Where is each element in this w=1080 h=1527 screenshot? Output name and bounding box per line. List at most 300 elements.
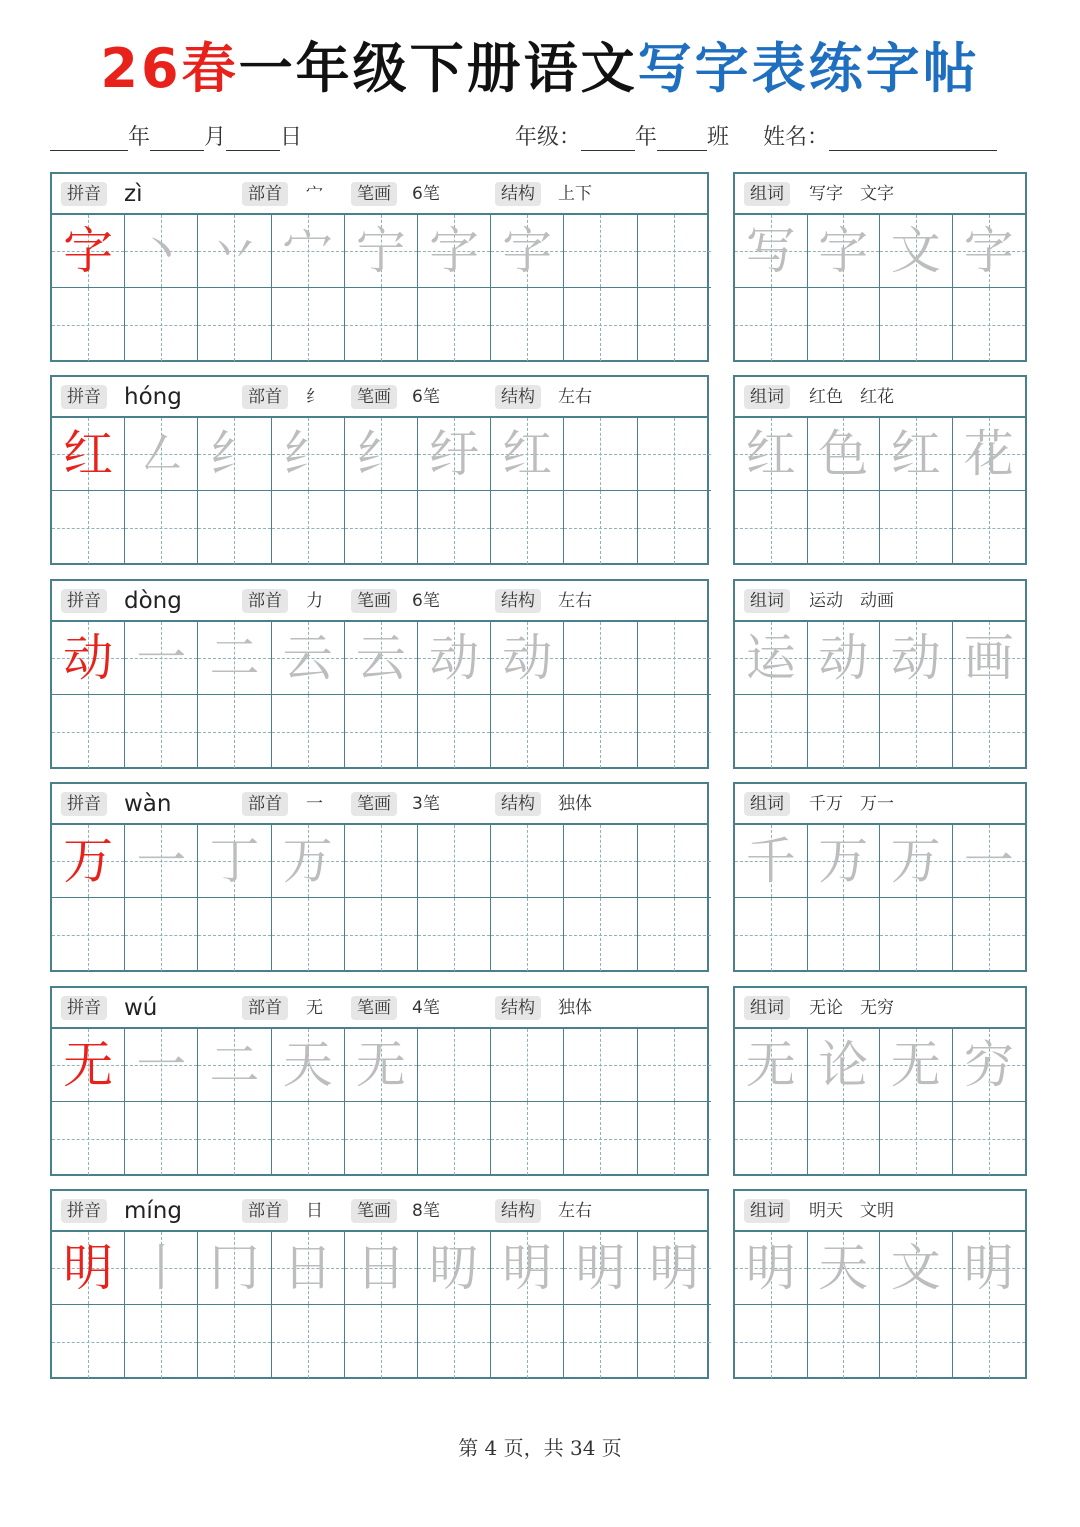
structure-value: 左右 — [558, 387, 592, 407]
word-cell[interactable] — [735, 418, 808, 491]
pinyin-value: wú — [124, 995, 158, 1021]
word-practice-panel — [733, 172, 1027, 362]
structure-value: 左右 — [558, 591, 592, 611]
pinyin-value: zì — [124, 181, 143, 207]
writing-cell[interactable] — [491, 288, 564, 361]
pinyin-tag: 拼音 — [61, 385, 107, 409]
structure-tag: 结构 — [495, 792, 541, 816]
writing-cell[interactable] — [564, 695, 637, 768]
word-cell[interactable] — [808, 288, 881, 361]
writing-cell[interactable] — [198, 622, 271, 695]
writing-cell[interactable] — [272, 1029, 345, 1102]
word-practice-panel — [733, 375, 1027, 565]
word-cell[interactable] — [808, 418, 881, 491]
writing-cell[interactable] — [638, 1029, 711, 1102]
stroke-order-character: 云 — [282, 629, 333, 687]
strokes-value: 3笔 — [412, 794, 440, 814]
stroke-order-character: 天 — [282, 1036, 333, 1094]
words-value: 无论 无穷 — [809, 998, 894, 1018]
word-cell[interactable] — [953, 1305, 1026, 1378]
structure-value: 独体 — [558, 794, 592, 814]
word-cell[interactable] — [953, 825, 1026, 898]
writing-cell[interactable] — [198, 491, 271, 564]
writing-cell[interactable] — [272, 1102, 345, 1175]
structure-value: 独体 — [558, 998, 592, 1018]
writing-cell[interactable] — [418, 491, 491, 564]
word-cell[interactable] — [808, 622, 881, 695]
writing-cell[interactable] — [52, 1305, 125, 1378]
word-cell[interactable] — [808, 1102, 881, 1175]
word-trace-character: 画 — [963, 629, 1014, 687]
radical-tag: 部首 — [242, 182, 288, 206]
word-cell[interactable] — [953, 215, 1026, 288]
stroke-order-character: 纟 — [355, 425, 406, 483]
model-character: 动 — [63, 629, 114, 687]
words-value: 千万 万一 — [809, 794, 894, 814]
writing-cell[interactable] — [491, 898, 564, 971]
radical-tag: 部首 — [242, 589, 288, 613]
name-blank[interactable] — [829, 124, 997, 151]
writing-cell[interactable] — [125, 1029, 198, 1102]
char-info-header — [52, 1191, 707, 1232]
pinyin-tag: 拼音 — [61, 1199, 107, 1223]
word-cell[interactable] — [808, 825, 881, 898]
writing-cell[interactable] — [564, 418, 637, 491]
stroke-order-character: 明 — [575, 1239, 626, 1297]
word-trace-character: 穷 — [963, 1036, 1014, 1094]
writing-cell[interactable] — [198, 1232, 271, 1305]
strokes-tag: 笔画 — [351, 1199, 397, 1223]
writing-cell[interactable] — [638, 491, 711, 564]
radical-tag: 部首 — [242, 996, 288, 1020]
writing-cell[interactable] — [345, 215, 418, 288]
title-part-3: 写字表练字帖 — [637, 37, 980, 100]
model-character: 明 — [63, 1239, 114, 1297]
word-trace-character: 无 — [890, 1036, 941, 1094]
stroke-order-character: 字 — [429, 222, 480, 280]
strokes-value: 8笔 — [412, 1201, 440, 1221]
model-character: 无 — [63, 1036, 114, 1094]
writing-cell[interactable] — [272, 491, 345, 564]
writing-cell[interactable] — [198, 1305, 271, 1378]
word-cell[interactable] — [735, 215, 808, 288]
writing-cell[interactable] — [272, 288, 345, 361]
word-trace-character: 万 — [890, 832, 941, 890]
stroke-order-character: 字 — [502, 222, 553, 280]
writing-cell[interactable] — [345, 622, 418, 695]
stroke-order-character: 明 — [502, 1239, 553, 1297]
word-cell[interactable] — [808, 695, 881, 768]
writing-cell[interactable] — [52, 898, 125, 971]
word-cell[interactable] — [735, 1029, 808, 1102]
writing-cell[interactable] — [198, 1029, 271, 1102]
writing-cell[interactable] — [418, 622, 491, 695]
writing-cell[interactable] — [564, 1305, 637, 1378]
word-cell[interactable] — [808, 491, 881, 564]
grade-label: 年级： — [515, 125, 582, 150]
writing-cell[interactable] — [198, 418, 271, 491]
writing-cell[interactable] — [564, 1102, 637, 1175]
writing-cell[interactable] — [125, 1232, 198, 1305]
word-cell[interactable] — [808, 215, 881, 288]
word-cell[interactable] — [880, 1305, 953, 1378]
writing-cell[interactable] — [125, 288, 198, 361]
stroke-order-character: 纡 — [429, 425, 480, 483]
writing-cell[interactable] — [345, 1305, 418, 1378]
pinyin-value: dòng — [124, 588, 182, 614]
writing-cell[interactable] — [491, 215, 564, 288]
word-cell[interactable] — [880, 1029, 953, 1102]
word-trace-character: 动 — [890, 629, 941, 687]
writing-cell[interactable] — [52, 695, 125, 768]
writing-cell[interactable] — [198, 825, 271, 898]
words-tag: 组词 — [744, 1199, 790, 1223]
writing-cell[interactable] — [125, 695, 198, 768]
word-trace-character: 无 — [745, 1036, 796, 1094]
writing-cell[interactable] — [491, 1029, 564, 1102]
word-cell[interactable] — [735, 898, 808, 971]
writing-cell[interactable] — [345, 1232, 418, 1305]
words-tag: 组词 — [744, 792, 790, 816]
word-trace-character: 论 — [818, 1036, 869, 1094]
writing-cell[interactable] — [418, 1232, 491, 1305]
writing-cell[interactable] — [125, 1305, 198, 1378]
word-cell[interactable] — [880, 695, 953, 768]
stroke-order-character: 一 — [136, 629, 187, 687]
word-info-header — [735, 581, 1025, 622]
writing-cell[interactable] — [52, 491, 125, 564]
char-info-header — [52, 581, 707, 622]
word-info-header — [735, 784, 1025, 825]
page-title — [0, 34, 1080, 104]
word-trace-character: 红 — [745, 425, 796, 483]
grade-year-label: 年 — [635, 125, 658, 150]
char-practice-panel — [50, 986, 709, 1176]
char-info-header — [52, 988, 707, 1029]
day-label: 日 — [280, 125, 303, 150]
month-label: 月 — [204, 125, 227, 150]
writing-cell[interactable] — [52, 622, 125, 695]
writing-cell[interactable] — [125, 1102, 198, 1175]
writing-cell[interactable] — [564, 215, 637, 288]
writing-cell[interactable] — [345, 1102, 418, 1175]
word-trace-character: 一 — [963, 832, 1014, 890]
writing-cell[interactable] — [418, 1029, 491, 1102]
writing-cell[interactable] — [564, 288, 637, 361]
word-cell[interactable] — [735, 1232, 808, 1305]
writing-cell[interactable] — [198, 695, 271, 768]
word-trace-character: 明 — [963, 1239, 1014, 1297]
pinyin-value: wàn — [124, 791, 172, 817]
word-cell[interactable] — [880, 288, 953, 361]
stroke-order-character: 旫 — [429, 1239, 480, 1297]
writing-cell[interactable] — [198, 215, 271, 288]
writing-cell[interactable] — [418, 825, 491, 898]
writing-cell[interactable] — [125, 215, 198, 288]
word-cell[interactable] — [880, 825, 953, 898]
writing-cell[interactable] — [125, 898, 198, 971]
writing-cell[interactable] — [638, 288, 711, 361]
word-trace-character: 红 — [890, 425, 941, 483]
name-label: 姓名： — [763, 125, 830, 150]
words-tag: 组词 — [744, 182, 790, 206]
word-cell[interactable] — [735, 288, 808, 361]
model-character: 字 — [63, 222, 114, 280]
word-cell[interactable] — [808, 898, 881, 971]
grade-blank[interactable] — [581, 124, 635, 151]
stroke-order-character: 宁 — [355, 222, 406, 280]
writing-cell[interactable] — [52, 1102, 125, 1175]
month-blank[interactable] — [150, 124, 204, 151]
word-trace-character: 明 — [745, 1239, 796, 1297]
word-cell[interactable] — [953, 1102, 1026, 1175]
words-value: 写字 文字 — [809, 184, 894, 204]
word-practice-panel — [733, 986, 1027, 1176]
writing-cell[interactable] — [272, 1232, 345, 1305]
stroke-order-character: 动 — [429, 629, 480, 687]
student-line — [515, 120, 997, 156]
word-trace-character: 千 — [745, 832, 796, 890]
structure-value: 左右 — [558, 1201, 592, 1221]
writing-cell[interactable] — [638, 622, 711, 695]
writing-cell[interactable] — [491, 491, 564, 564]
writing-cell[interactable] — [198, 288, 271, 361]
strokes-value: 6笔 — [412, 387, 440, 407]
words-tag: 组词 — [744, 996, 790, 1020]
stroke-order-character: 丷 — [209, 222, 260, 280]
stroke-order-character: 日 — [282, 1239, 333, 1297]
stroke-order-character: 二 — [209, 629, 260, 687]
word-trace-character: 文 — [890, 1239, 941, 1297]
word-cell[interactable] — [953, 1029, 1026, 1102]
writing-cell[interactable] — [491, 825, 564, 898]
stroke-order-character: 丨 — [136, 1239, 187, 1297]
word-cell[interactable] — [735, 1305, 808, 1378]
radical-value: 纟 — [306, 387, 323, 407]
writing-cell[interactable] — [491, 418, 564, 491]
word-cell[interactable] — [735, 695, 808, 768]
word-trace-character: 运 — [745, 629, 796, 687]
writing-cell[interactable] — [638, 418, 711, 491]
word-trace-character: 字 — [818, 222, 869, 280]
date-line — [50, 120, 302, 156]
word-cell[interactable] — [880, 1102, 953, 1175]
writing-cell[interactable] — [418, 1305, 491, 1378]
writing-cell[interactable] — [125, 825, 198, 898]
stroke-order-character: 云 — [355, 629, 406, 687]
pinyin-tag: 拼音 — [61, 182, 107, 206]
writing-cell[interactable] — [125, 491, 198, 564]
writing-cell[interactable] — [491, 1305, 564, 1378]
word-trace-character: 花 — [963, 425, 1014, 483]
writing-cell[interactable] — [198, 898, 271, 971]
word-cell[interactable] — [735, 491, 808, 564]
word-cell[interactable] — [953, 898, 1026, 971]
stroke-order-character: 无 — [355, 1036, 406, 1094]
pinyin-value: míng — [124, 1198, 182, 1224]
writing-cell[interactable] — [272, 1305, 345, 1378]
structure-tag: 结构 — [495, 182, 541, 206]
writing-cell[interactable] — [272, 695, 345, 768]
word-cell[interactable] — [953, 491, 1026, 564]
writing-cell[interactable] — [491, 695, 564, 768]
word-cell[interactable] — [808, 1029, 881, 1102]
strokes-tag: 笔画 — [351, 385, 397, 409]
word-trace-character: 字 — [963, 222, 1014, 280]
writing-cell[interactable] — [638, 1305, 711, 1378]
title-part-2: 一年级下册语文 — [238, 37, 638, 100]
structure-tag: 结构 — [495, 589, 541, 613]
word-cell[interactable] — [735, 1102, 808, 1175]
strokes-value: 6笔 — [412, 591, 440, 611]
writing-cell[interactable] — [638, 695, 711, 768]
word-cell[interactable] — [880, 898, 953, 971]
radical-tag: 部首 — [242, 385, 288, 409]
writing-cell[interactable] — [418, 898, 491, 971]
writing-cell[interactable] — [564, 1232, 637, 1305]
writing-cell[interactable] — [198, 1102, 271, 1175]
writing-cell[interactable] — [345, 898, 418, 971]
writing-cell[interactable] — [564, 898, 637, 971]
word-practice-panel — [733, 579, 1027, 769]
word-info-header — [735, 174, 1025, 215]
writing-cell[interactable] — [564, 825, 637, 898]
structure-value: 上下 — [558, 184, 592, 204]
stroke-order-character: 纟 — [282, 425, 333, 483]
word-cell[interactable] — [880, 1232, 953, 1305]
word-trace-character: 写 — [745, 222, 796, 280]
word-cell[interactable] — [880, 491, 953, 564]
writing-cell[interactable] — [638, 215, 711, 288]
writing-cell[interactable] — [125, 418, 198, 491]
stroke-order-character: 丶 — [136, 222, 187, 280]
writing-cell[interactable] — [638, 1102, 711, 1175]
title-part-1: 26春 — [100, 37, 239, 100]
word-cell[interactable] — [880, 215, 953, 288]
writing-cell[interactable] — [52, 1029, 125, 1102]
writing-cell[interactable] — [345, 1029, 418, 1102]
writing-cell[interactable] — [345, 825, 418, 898]
writing-cell[interactable] — [345, 288, 418, 361]
char-practice-panel — [50, 172, 709, 362]
writing-cell[interactable] — [52, 288, 125, 361]
stroke-order-character: 纟 — [209, 425, 260, 483]
word-cell[interactable] — [735, 825, 808, 898]
strokes-tag: 笔画 — [351, 182, 397, 206]
words-tag: 组词 — [744, 589, 790, 613]
writing-cell[interactable] — [564, 622, 637, 695]
structure-tag: 结构 — [495, 996, 541, 1020]
year-blank[interactable] — [50, 124, 128, 151]
word-cell[interactable] — [880, 418, 953, 491]
word-cell[interactable] — [808, 1232, 881, 1305]
stroke-order-character: 一 — [136, 832, 187, 890]
strokes-tag: 笔画 — [351, 589, 397, 613]
class-blank[interactable] — [657, 124, 707, 151]
word-trace-character: 万 — [818, 832, 869, 890]
word-cell[interactable] — [808, 1305, 881, 1378]
radical-tag: 部首 — [242, 1199, 288, 1223]
writing-cell[interactable] — [491, 622, 564, 695]
words-value: 运动 动画 — [809, 591, 894, 611]
words-tag: 组词 — [744, 385, 790, 409]
writing-cell[interactable] — [52, 1232, 125, 1305]
radical-value: 一 — [306, 794, 323, 814]
word-cell[interactable] — [953, 1232, 1026, 1305]
word-cell[interactable] — [953, 622, 1026, 695]
writing-cell[interactable] — [418, 288, 491, 361]
writing-cell[interactable] — [418, 1102, 491, 1175]
stroke-order-character: 宀 — [282, 222, 333, 280]
writing-cell[interactable] — [418, 695, 491, 768]
char-practice-panel — [50, 579, 709, 769]
writing-cell[interactable] — [272, 215, 345, 288]
writing-cell[interactable] — [638, 1232, 711, 1305]
word-cell[interactable] — [880, 622, 953, 695]
char-info-header — [52, 174, 707, 215]
radical-value: 日 — [306, 1201, 323, 1221]
writing-cell[interactable] — [564, 1029, 637, 1102]
writing-cell[interactable] — [491, 1102, 564, 1175]
stroke-order-character: 二 — [209, 1036, 260, 1094]
writing-cell[interactable] — [272, 898, 345, 971]
writing-cell[interactable] — [272, 825, 345, 898]
writing-cell[interactable] — [52, 215, 125, 288]
char-practice-panel — [50, 1189, 709, 1379]
writing-cell[interactable] — [272, 622, 345, 695]
radical-value: 宀 — [306, 184, 323, 204]
word-info-header — [735, 377, 1025, 418]
char-practice-panel — [50, 375, 709, 565]
writing-cell[interactable] — [638, 825, 711, 898]
pinyin-tag: 拼音 — [61, 589, 107, 613]
writing-cell[interactable] — [564, 491, 637, 564]
char-practice-panel — [50, 782, 709, 972]
writing-cell[interactable] — [345, 418, 418, 491]
radical-value: 力 — [306, 591, 323, 611]
writing-cell[interactable] — [418, 418, 491, 491]
day-blank[interactable] — [226, 124, 280, 151]
word-info-header — [735, 1191, 1025, 1232]
writing-cell[interactable] — [125, 622, 198, 695]
word-info-header — [735, 988, 1025, 1029]
stroke-order-character: 日 — [355, 1239, 406, 1297]
writing-cell[interactable] — [638, 898, 711, 971]
word-cell[interactable] — [735, 622, 808, 695]
pinyin-value: hóng — [124, 384, 182, 410]
words-value: 明天 文明 — [809, 1201, 894, 1221]
radical-value: 无 — [306, 998, 323, 1018]
structure-tag: 结构 — [495, 385, 541, 409]
writing-cell[interactable] — [52, 825, 125, 898]
word-cell[interactable] — [953, 695, 1026, 768]
word-cell[interactable] — [953, 418, 1026, 491]
stroke-order-character: 一 — [136, 1036, 187, 1094]
writing-cell[interactable] — [491, 1232, 564, 1305]
strokes-value: 4笔 — [412, 998, 440, 1018]
writing-cell[interactable] — [272, 418, 345, 491]
structure-tag: 结构 — [495, 1199, 541, 1223]
writing-cell[interactable] — [345, 491, 418, 564]
stroke-order-character: 万 — [282, 832, 333, 890]
word-trace-character: 色 — [818, 425, 869, 483]
strokes-value: 6笔 — [412, 184, 440, 204]
word-cell[interactable] — [953, 288, 1026, 361]
writing-cell[interactable] — [52, 418, 125, 491]
writing-cell[interactable] — [418, 215, 491, 288]
class-label: 班 — [707, 125, 730, 150]
writing-cell[interactable] — [345, 695, 418, 768]
